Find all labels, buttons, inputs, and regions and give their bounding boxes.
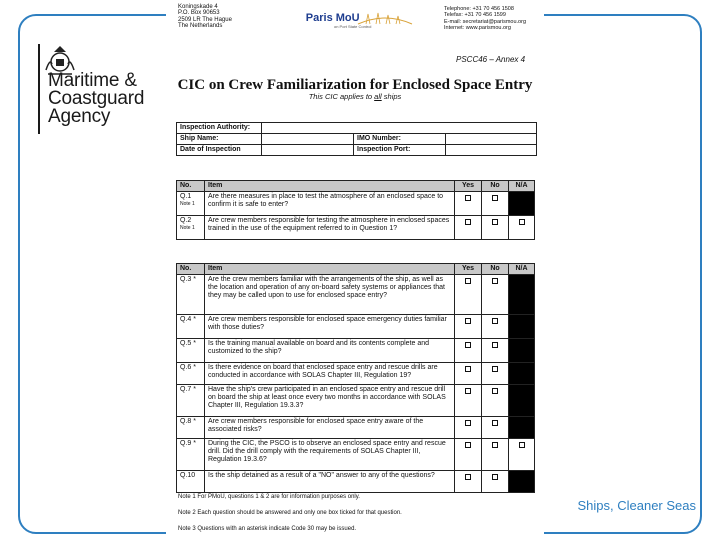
yes-checkbox[interactable] xyxy=(465,388,471,394)
col-no-answer: No xyxy=(482,181,509,192)
col-no: No. xyxy=(177,181,205,192)
table-row xyxy=(177,439,535,471)
question-number-text: Q.1 xyxy=(180,193,192,200)
port-label: Inspection Port: xyxy=(354,145,446,156)
question-text: Are crew members responsible for testing the atmosphere in enclosed spaces trained in the use of the equipment referred to in Question 1? xyxy=(205,216,455,240)
logo-line-3: Agency xyxy=(48,106,111,127)
ships-logo-icon xyxy=(356,10,414,28)
na-blocked-cell xyxy=(509,417,535,439)
question-number: Q.7 * xyxy=(177,385,205,417)
authority-field[interactable] xyxy=(262,123,537,134)
table-row xyxy=(177,275,535,315)
question-number: Q.8 * xyxy=(177,417,205,439)
no-checkbox[interactable] xyxy=(492,442,498,448)
no-cell xyxy=(482,216,509,240)
na-blocked-cell xyxy=(509,192,535,216)
yes-checkbox[interactable] xyxy=(465,342,471,348)
question-number: Q.6 * xyxy=(177,363,205,385)
question-number: Q.5 * xyxy=(177,339,205,363)
contact-line: Telefax: +31 70 456 1599 xyxy=(444,12,506,19)
na-cell xyxy=(509,216,535,240)
notes-block xyxy=(178,494,402,540)
question-number xyxy=(177,216,205,240)
contact-block xyxy=(444,6,526,32)
yes-cell xyxy=(455,471,482,493)
table-row xyxy=(177,363,535,385)
na-checkbox[interactable] xyxy=(519,442,525,448)
no-cell xyxy=(482,439,509,471)
yes-checkbox[interactable] xyxy=(465,366,471,372)
no-checkbox[interactable] xyxy=(492,278,498,284)
authority-label: Inspection Authority: xyxy=(177,123,262,134)
yes-cell xyxy=(455,385,482,417)
no-checkbox[interactable] xyxy=(492,388,498,394)
contact-line: Telephone: +31 70 456 1508 xyxy=(444,6,514,12)
no-cell xyxy=(482,417,509,439)
yes-cell xyxy=(455,439,482,471)
address-line: P.O. Box 90653 xyxy=(178,10,220,17)
logo-line-2: Coastguard xyxy=(48,88,145,109)
question-text: During the CIC, the PSCO is to observe an enclosed space entry and rescue drill. Did the drill comply with the requirements of SOLAS Chapter III, Regulation 19.3.6? xyxy=(205,439,455,471)
date-label: Date of Inspection xyxy=(177,145,262,156)
yes-checkbox[interactable] xyxy=(465,278,471,284)
tagline: Ships, Cleaner Seas xyxy=(577,498,696,513)
brand-subtitle: on Port State Control xyxy=(334,24,372,29)
no-checkbox[interactable] xyxy=(492,219,498,225)
document-subtitle xyxy=(166,92,544,101)
question-text: Have the ship's crew participated in an enclosed space entry and rescue drill on board the ship at least once every two months in accordance with SOLAS Chapter III, Regulation 19.3.3? xyxy=(205,385,455,417)
col-item: Item xyxy=(205,181,455,192)
cic-document xyxy=(166,0,544,540)
col-yes: Yes xyxy=(455,181,482,192)
question-number: Q.4 * xyxy=(177,315,205,339)
question-number: Q.9 * xyxy=(177,439,205,471)
table-row xyxy=(177,339,535,363)
yes-cell xyxy=(455,315,482,339)
subtitle-pre: This CIC applies to xyxy=(308,92,375,101)
col-yes: Yes xyxy=(455,264,482,275)
imo-field[interactable] xyxy=(446,134,537,145)
yes-checkbox[interactable] xyxy=(465,420,471,426)
no-cell xyxy=(482,471,509,493)
address-block xyxy=(178,4,232,29)
table-row xyxy=(177,192,535,216)
agency-name xyxy=(48,72,144,126)
question-text: Are crew members responsible for enclosed space entry aware of the associated risks? xyxy=(205,417,455,439)
no-cell xyxy=(482,315,509,339)
question-note: Note 1 xyxy=(180,225,195,231)
yes-checkbox[interactable] xyxy=(465,219,471,225)
col-no: No. xyxy=(177,264,205,275)
contact-line: Internet: www.parismou.org xyxy=(444,25,511,32)
question-table-1 xyxy=(176,180,535,240)
no-checkbox[interactable] xyxy=(492,474,498,480)
yes-cell xyxy=(455,417,482,439)
na-blocked-cell xyxy=(509,471,535,493)
subtitle-emphasis: all xyxy=(374,92,382,101)
question-number-text: Q.2 xyxy=(180,217,192,224)
question-text: Is the ship detained as a result of a "NO" answer to any of the questions? xyxy=(205,471,455,493)
port-field[interactable] xyxy=(446,145,537,156)
question-text: Are the crew members familiar with the arrangements of the ship, as well as the location and operation of any on-board safety systems or appliances that they may be called upon to use for enclosed space entry? xyxy=(205,275,455,315)
note-2: Note 2 Each question should be answered and only one box ticked for that question. xyxy=(178,510,402,516)
no-cell xyxy=(482,192,509,216)
table-row xyxy=(177,471,535,493)
no-cell xyxy=(482,385,509,417)
question-text: Is the training manual available on board and its contents complete and customized to the ship? xyxy=(205,339,455,363)
question-text: Are crew members responsible for enclosed space emergency duties familiar with those duties? xyxy=(205,315,455,339)
table-row xyxy=(177,216,535,240)
yes-cell xyxy=(455,339,482,363)
logo-line-1: Maritime & xyxy=(48,70,137,91)
yes-checkbox[interactable] xyxy=(465,442,471,448)
question-table-2 xyxy=(176,263,535,493)
na-blocked-cell xyxy=(509,363,535,385)
col-na: N/A xyxy=(509,181,535,192)
imo-label: IMO Number: xyxy=(354,134,446,145)
document-title: CIC on Crew Familiarization for Enclosed Space Entry xyxy=(177,77,533,93)
yes-checkbox[interactable] xyxy=(465,318,471,324)
yes-cell xyxy=(455,216,482,240)
question-number: Q.10 xyxy=(177,471,205,493)
yes-checkbox[interactable] xyxy=(465,474,471,480)
table-row xyxy=(177,385,535,417)
note-3: Note 3 Questions with an asterisk indicate Code 30 may be issued. xyxy=(178,526,357,532)
yes-cell xyxy=(455,192,482,216)
address-line: 2509 LR The Hague xyxy=(178,16,232,23)
yes-checkbox[interactable] xyxy=(465,195,471,201)
question-number: Q.3 * xyxy=(177,275,205,315)
col-item: Item xyxy=(205,264,455,275)
no-cell xyxy=(482,339,509,363)
question-text: Is there evidence on board that enclosed space entry and rescue drills are conducted in accordance with SOLAS Chapter III, Regulation 19? xyxy=(205,363,455,385)
yes-cell xyxy=(455,363,482,385)
question-note: Note 1 xyxy=(180,201,195,207)
ship-name-field[interactable] xyxy=(262,134,354,145)
no-cell xyxy=(482,275,509,315)
annex-label: PSCC46 – Annex 4 xyxy=(456,55,526,64)
na-blocked-cell xyxy=(509,385,535,417)
date-field[interactable] xyxy=(262,145,354,156)
subtitle-post: ships xyxy=(381,92,402,101)
yes-cell xyxy=(455,275,482,315)
ship-name-label: Ship Name: xyxy=(177,134,262,145)
na-blocked-cell xyxy=(509,275,535,315)
na-blocked-cell xyxy=(509,315,535,339)
no-checkbox[interactable] xyxy=(492,318,498,324)
na-blocked-cell xyxy=(509,339,535,363)
question-number xyxy=(177,192,205,216)
no-checkbox[interactable] xyxy=(492,342,498,348)
inspection-info-table xyxy=(176,122,537,156)
paris-mou-logo xyxy=(294,12,371,29)
address-line: The Netherlands xyxy=(178,22,223,29)
contact-line: E-mail: secretariat@parismou.org xyxy=(444,18,526,25)
col-na: N/A xyxy=(509,264,535,275)
table-row xyxy=(177,315,535,339)
question-text: Are there measures in place to test the atmosphere of an enclosed space to confirm it is safe to enter? xyxy=(205,192,455,216)
no-checkbox[interactable] xyxy=(492,420,498,426)
no-checkbox[interactable] xyxy=(492,195,498,201)
na-cell xyxy=(509,439,535,471)
address-line: Koningskade 4 xyxy=(178,4,218,10)
brand-name: Paris MoU xyxy=(305,12,360,24)
table-row xyxy=(177,417,535,439)
na-checkbox[interactable] xyxy=(519,219,525,225)
no-cell xyxy=(482,363,509,385)
no-checkbox[interactable] xyxy=(492,366,498,372)
col-no-answer: No xyxy=(482,264,509,275)
note-1: Note 1 For PMoU, questions 1 & 2 are for information purposes only. xyxy=(178,494,360,500)
